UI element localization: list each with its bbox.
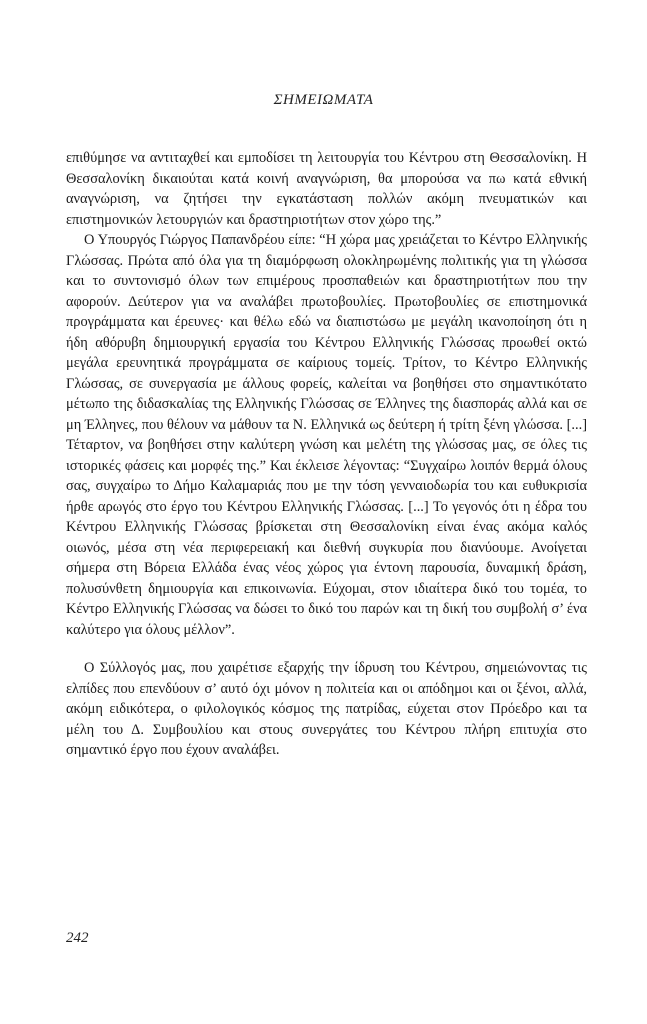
body-text [66,148,587,761]
paragraph-continuation: επιθύμησε να αντιταχθεί και εμποδίσει τη λειτουργία του Κέντρου στη Θεσσαλονίκη. Η Θεσσαλονίκη δικαιούται κατά κοινή αναγνώριση, θα μπορούσα να πω κατά εθνική αναγνώριση, να ζητήσει την εγκατάσταση πολλών ακόμη πνευματικών και επιστημονικών λετουργιών και δραστηριοτήτων στον χώρο της.” [66,150,587,228]
page-number: 242 [66,930,89,946]
paragraph-association-wishes: Ο Σύλλογός μας, που χαιρέτισε εξαρχής την ίδρυση του Κέντρου, σημειώνοντας τις ελπίδες που επενδύουν σ’ αυτό όχι μόνον η πολιτεία και οι απόδημοι και οι ξένοι, αλλά, ακόμη ειδικότερα, ο φιλολογικός κόσμος της πατρίδας, εύχεται στον Πρόεδρο και τα μέλη του Δ. Συμβουλίου και στους συνεργάτες του Κέντρου πλήρη επιτυχία στο σημαντικό έργο που έχουν αναλάβει. [66,660,587,758]
paragraph-minister-speech: Ο Υπουργός Γιώργος Παπανδρέου είπε: “Η χώρα μας χρειάζεται το Κέντρο Ελληνικής Γλώσσας. Πρώτα από όλα για τη διαμόρφωση ολοκληρωμένης πολιτικής για τη γλώσσα και το συντονισμό όλων των επιμέρους προσπαθειών και δραστηριοτήτων που την αφορούν. Δεύτερον για να αναλάβει πρωτοβουλίες. Πρωτοβουλίες σε επιστημονικά προγράμματα και έρευνες· και θέλω εδώ να διαπιστώσω με μεγάλη ικανοποίηση ότι η ήδη αθόρυβη δημιουργική εργασία του Κέντρου Ελληνικής Γλώσσας προωθεί οκτώ μεγάλα ερευνητικά προγράμματα σε καίριους τομείς. Τρίτον, το Κέντρο Ελληνικής Γλώσσας, σε συνεργασία με άλλους φορείς, καλείται να βοηθήσει στο σημαντικότατο μέτωπο της διδασκαλίας της Ελληνικής Γλώσσας σε Έλληνες της διασποράς αλλά και σε μη Έλληνες, που θέλουν να μάθουν τα Ν. Ελληνικά ως δεύτερη ή τρίτη ξένη γλώσσα. [...] Τέταρτον, να βοηθήσει στην καλύτερη γνώση και μελέτη της γλώσσας μας, σε όλες τις ιστορικές φάσεις και μορφές της.” Και έκλεισε λέγοντας: “Συγχαίρω λοιπόν θερμά όλους σας, συγχαίρω το Δήμο Καλαμαριάς που με την τόση γενναιοδωρία του και ευθυκρισία ήρθε αρωγός στο έργο του Κέντρου Ελληνικής Γλώσσας. [...] Το γεγονός ότι η έδρα του Κέντρου Ελληνικής Γλώσσας βρίσκεται στη Θεσσαλονίκη είναι ένας ακόμα καλός οιωνός, μέσα στη νέα περιφερειακή και διεθνή συγκυρία που διανύουμε. Ανοίγεται σήμερα στη Βόρεια Ελλάδα ένας νέος χώρος για έντονη παρουσία, δυναμική δράση, πολυσύνθετη δημιουργία και επικοινωνία. Εύχομαι, στον ιδιαίτερα δικό του τομέα, το Κέντρο Ελληνικής Γλώσσας να δώσει το δικό του παρών και τη δική του συμβολή σ’ ένα καλύτερο για όλους μέλλον”. [66,232,587,638]
running-header: ΣΗΜΕΙΩΜΑΤΑ [273,92,374,108]
